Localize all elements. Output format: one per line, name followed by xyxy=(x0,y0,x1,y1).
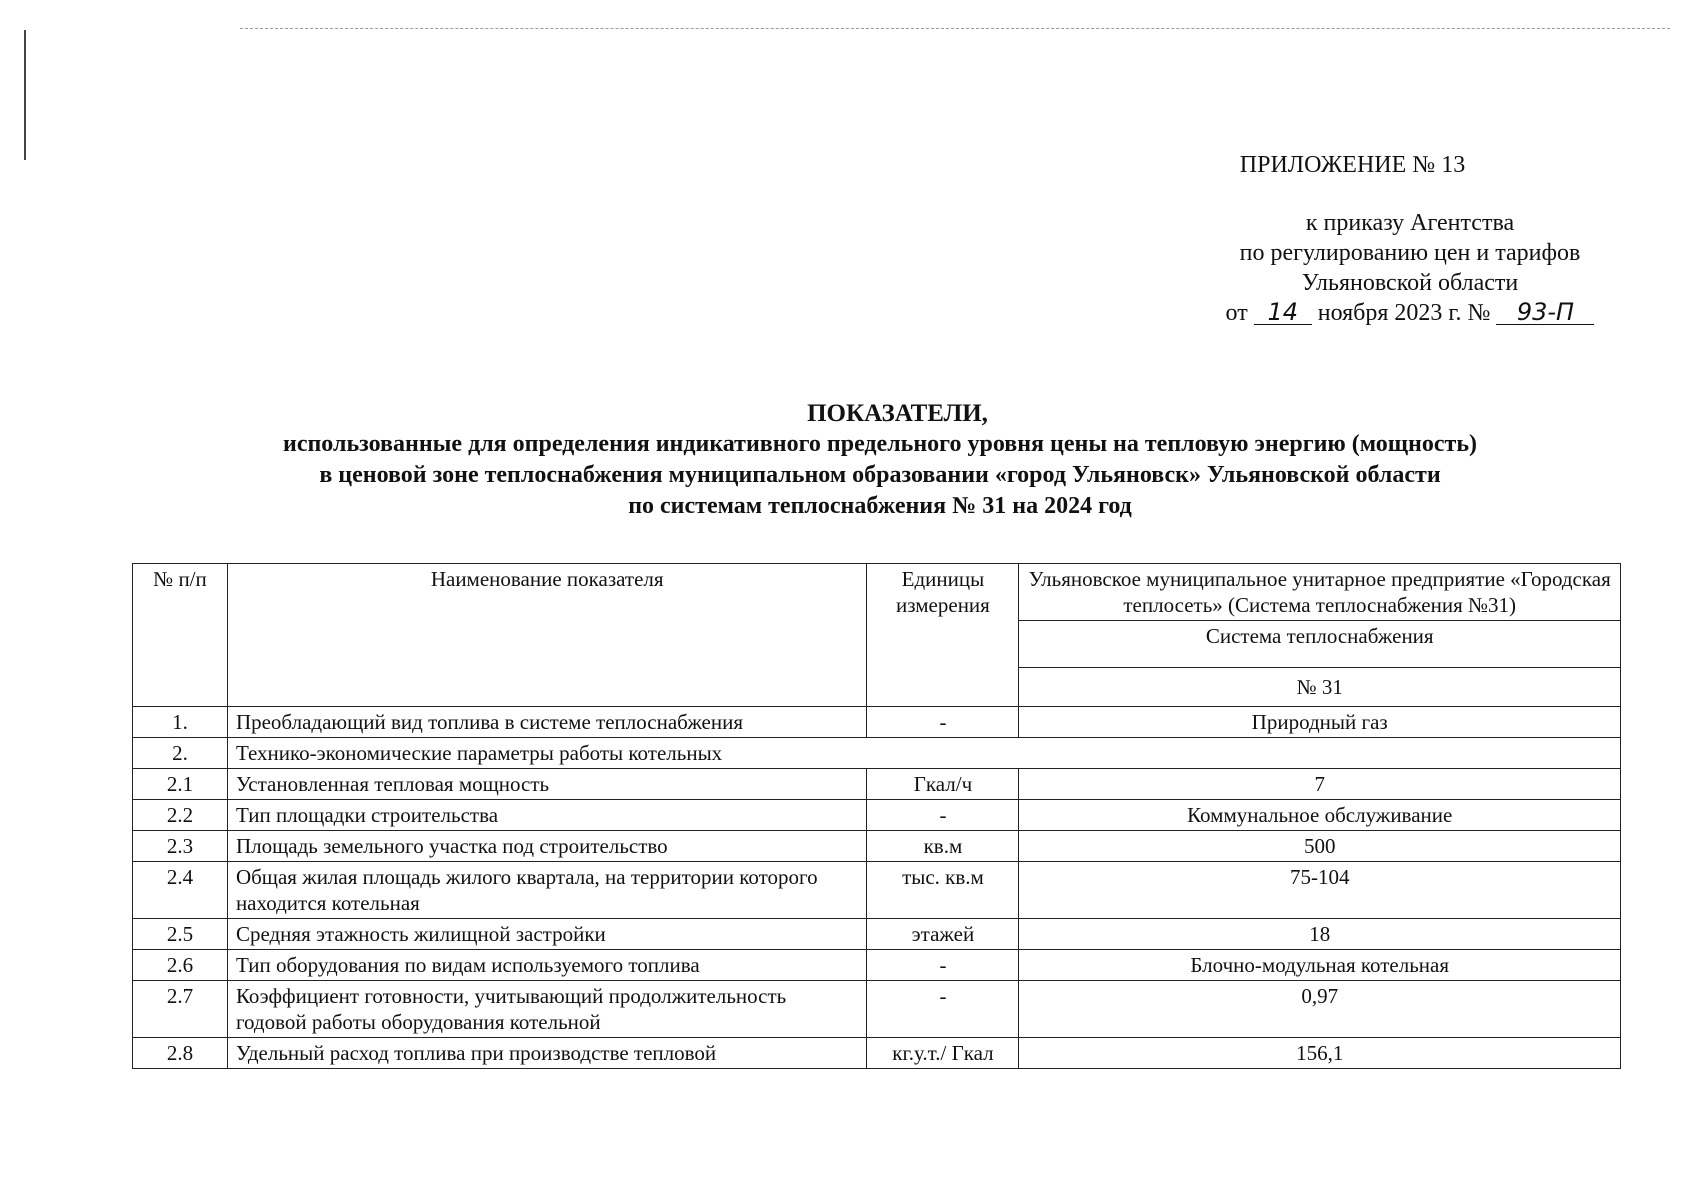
table-row xyxy=(133,738,1621,769)
scan-margin-line xyxy=(24,30,26,160)
row-name: Общая жилая площадь жилого квартала, на территории которого находится котельная xyxy=(227,862,867,919)
row-num: 2.3 xyxy=(133,831,228,862)
row-value: 7 xyxy=(1019,769,1621,800)
header-org: Ульяновское муниципальное унитарное предприятие «Городская теплосеть» (Система теплоснабжения №31) xyxy=(1019,564,1621,621)
header-unit: Единицы измерения xyxy=(867,564,1019,707)
row-num: 2.5 xyxy=(133,919,228,950)
heading-title: ПОКАЗАТЕЛИ, xyxy=(807,400,988,427)
table-row xyxy=(133,862,1621,919)
row-num: 2.6 xyxy=(133,950,228,981)
scan-top-edge xyxy=(240,28,1670,30)
date-day-handwritten: 14 xyxy=(1254,300,1312,325)
header-system-num: № 31 xyxy=(1019,668,1621,707)
row-num: 2.8 xyxy=(133,1038,228,1069)
row-name: Площадь земельного участка под строительство xyxy=(227,831,867,862)
row-name: Технико-экономические параметры работы котельных xyxy=(227,738,1620,769)
appendix-line-1: к приказу Агентства xyxy=(1305,210,1515,236)
row-name: Коэффициент готовности, учитывающий продолжительность годовой работы оборудования котельной xyxy=(227,981,867,1038)
row-value: 75-104 xyxy=(1019,862,1621,919)
table-header-row xyxy=(133,564,1621,621)
row-unit: этажей xyxy=(867,919,1019,950)
date-prefix: от xyxy=(1225,300,1248,326)
row-num: 2.7 xyxy=(133,981,228,1038)
header-name: Наименование показателя xyxy=(227,564,867,707)
date-month-year: ноября 2023 г. № xyxy=(1317,300,1491,326)
header-num: № п/п xyxy=(133,564,228,707)
heading-line-2: в ценовой зоне теплоснабжения муниципальном образовании «город Ульяновск» Ульяновской области xyxy=(319,462,1441,488)
table-row xyxy=(133,950,1621,981)
row-unit: кв.м xyxy=(867,831,1019,862)
table-row xyxy=(133,981,1621,1038)
row-unit: - xyxy=(867,950,1019,981)
table-row xyxy=(133,769,1621,800)
row-unit: - xyxy=(867,800,1019,831)
appendix-block xyxy=(1150,150,1670,328)
row-name: Средняя этажность жилищной застройки xyxy=(227,919,867,950)
indicators-table xyxy=(132,563,1621,1069)
table-row xyxy=(133,1038,1621,1069)
row-name: Установленная тепловая мощность xyxy=(227,769,867,800)
row-unit: Гкал/ч xyxy=(867,769,1019,800)
row-num: 2.2 xyxy=(133,800,228,831)
row-unit: - xyxy=(867,707,1019,738)
row-name: Тип площадки строительства xyxy=(227,800,867,831)
row-num: 2.4 xyxy=(133,862,228,919)
row-num: 2.1 xyxy=(133,769,228,800)
order-number-handwritten: 93-П xyxy=(1496,300,1594,325)
row-value: Коммунальное обслуживание xyxy=(1019,800,1621,831)
appendix-line-2: по регулированию цен и тарифов xyxy=(1239,240,1581,266)
row-value: 0,97 xyxy=(1019,981,1621,1038)
row-name: Удельный расход топлива при производстве тепловой xyxy=(227,1038,867,1069)
table-row xyxy=(133,707,1621,738)
row-value: 18 xyxy=(1019,919,1621,950)
row-num: 2. xyxy=(133,738,228,769)
heading-line-1: использованные для определения индикативного предельного уровня цены на тепловую энергию (мощность) xyxy=(283,431,1477,457)
document-heading xyxy=(120,398,1640,522)
row-name: Тип оборудования по видам используемого топлива xyxy=(227,950,867,981)
row-unit: кг.у.т./ Гкал xyxy=(867,1038,1019,1069)
row-value: Природный газ xyxy=(1019,707,1621,738)
row-name: Преобладающий вид топлива в системе теплоснабжения xyxy=(227,707,867,738)
row-num: 1. xyxy=(133,707,228,738)
header-system: Система теплоснабжения xyxy=(1019,621,1621,668)
appendix-date-line xyxy=(1150,298,1670,328)
table-row xyxy=(133,831,1621,862)
table-row xyxy=(133,800,1621,831)
row-value: 156,1 xyxy=(1019,1038,1621,1069)
row-unit: - xyxy=(867,981,1019,1038)
row-unit: тыс. кв.м xyxy=(867,862,1019,919)
appendix-title: ПРИЛОЖЕНИЕ № 13 xyxy=(1239,152,1466,178)
row-value: Блочно-модульная котельная xyxy=(1019,950,1621,981)
table-row xyxy=(133,919,1621,950)
heading-line-3: по системам теплоснабжения № 31 на 2024 год xyxy=(628,493,1132,519)
appendix-line-3: Ульяновской области xyxy=(1301,270,1519,296)
row-value: 500 xyxy=(1019,831,1621,862)
